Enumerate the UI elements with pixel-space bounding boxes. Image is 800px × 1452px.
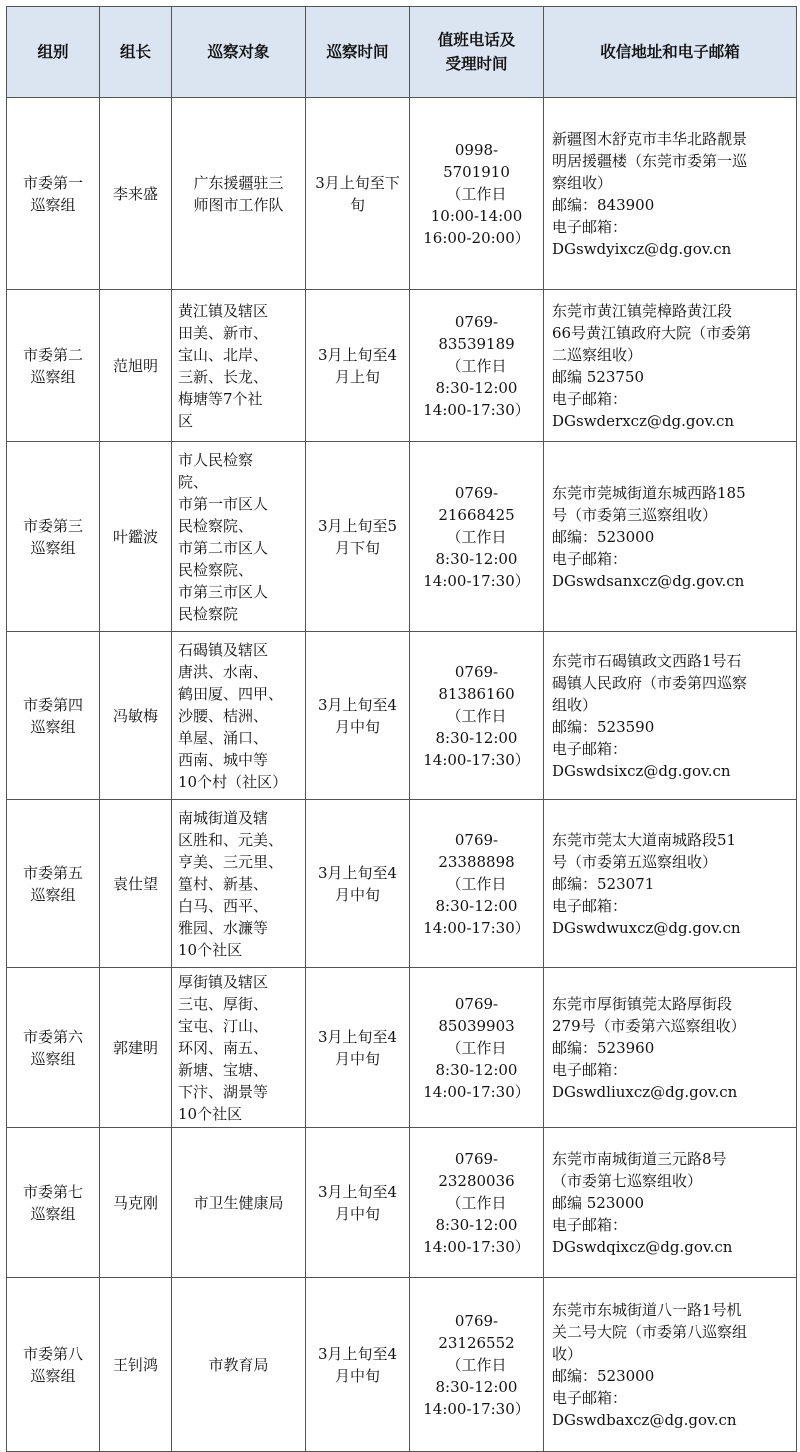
address-cell xyxy=(544,98,797,290)
target-line: 南城街道及辖 xyxy=(178,808,269,827)
table-row xyxy=(7,290,797,442)
hotline-line: 14:00-17:30） xyxy=(423,400,530,419)
address-cell xyxy=(544,442,797,632)
hotline-cell xyxy=(410,632,544,800)
target-line: 市人民检察 xyxy=(178,450,254,469)
address-cell xyxy=(544,1128,797,1278)
address-line: DGswdqixcz@dg.gov.cn xyxy=(552,1237,733,1256)
leader-cell xyxy=(100,442,172,632)
time-cell xyxy=(306,632,410,800)
group-cell xyxy=(7,632,100,800)
hotline-line: 14:00-17:30） xyxy=(423,1237,530,1256)
hotline-line: （工作日 xyxy=(446,356,507,375)
group-name-line: 市委第二 xyxy=(22,345,83,364)
leader-name: 郭建明 xyxy=(112,1038,158,1057)
target-line: 环冈、南五、 xyxy=(178,1038,269,1057)
address-line: 电子邮箱： xyxy=(552,217,628,236)
target-line: 民检察院、 xyxy=(178,560,254,579)
time-line: 5月下旬 xyxy=(334,516,398,557)
hotline-line: 8:30-12:00 xyxy=(435,728,518,747)
time-cell xyxy=(306,442,410,632)
hotline-line: 23388898 xyxy=(438,852,515,871)
group-name-line: 市委第三 xyxy=(22,516,83,535)
address-line: 号（市委第三巡察组收） xyxy=(552,505,718,524)
address-cell xyxy=(544,800,797,968)
hotline-line: （工作日 xyxy=(446,706,507,725)
address-line: 东莞市莞城街道东城西路185 xyxy=(552,483,746,502)
address-line: 邮编：523960 xyxy=(552,1038,655,1057)
address-line: 邮编：523000 xyxy=(552,527,655,546)
target-cell xyxy=(172,632,306,800)
hotline-line: 14:00-17:30） xyxy=(423,571,530,590)
hotline-line: 14:00-17:30） xyxy=(423,750,530,769)
address-cell xyxy=(544,968,797,1128)
hotline-cell xyxy=(410,1278,544,1452)
address-line: 东莞市黄江镇莞樟路黄江段 xyxy=(552,301,733,320)
time-line: 4月中旬 xyxy=(334,1344,398,1385)
address-line: 号（市委第五巡察组收） xyxy=(552,852,718,871)
target-line: 三屯、厚街、 xyxy=(178,994,269,1013)
address-line: DGswdliuxcz@dg.gov.cn xyxy=(552,1082,738,1101)
hotline-line: 8:30-12:00 xyxy=(435,1377,518,1396)
target-line: 亨美、三元里、 xyxy=(178,852,284,871)
leader-cell xyxy=(100,1128,172,1278)
time-line: 3月上旬至 xyxy=(317,1344,388,1363)
hotline-line: 0998- xyxy=(454,140,499,159)
address-line: 关二号大院（市委第八巡察组 xyxy=(552,1322,748,1341)
address-line: 邮编：523590 xyxy=(552,717,655,736)
group-cell xyxy=(7,290,100,442)
table-row xyxy=(7,1278,797,1452)
hotline-line: 0769- xyxy=(454,483,499,502)
group-cell xyxy=(7,442,100,632)
time-line: 3月上旬至 xyxy=(317,695,388,714)
group-name-line: 市委第五 xyxy=(22,863,83,882)
leader-name: 王钊鸿 xyxy=(112,1355,158,1374)
address-line: DGswdsixcz@dg.gov.cn xyxy=(552,761,731,780)
target-line: 白马、西平、 xyxy=(178,896,269,915)
hotline-line: （工作日 xyxy=(446,527,507,546)
hotline-line: 0769- xyxy=(454,830,499,849)
leader-name: 马克刚 xyxy=(112,1193,158,1212)
header-hotline xyxy=(410,7,544,98)
address-line: 电子邮箱： xyxy=(552,1060,628,1079)
group-cell xyxy=(7,98,100,290)
time-line: 4月中旬 xyxy=(334,1182,398,1223)
target-line: 单屋、涌口、 xyxy=(178,728,269,747)
group-name-line: 巡察组 xyxy=(30,195,76,214)
address-line: 东莞市东城街道八一路1号机 xyxy=(552,1300,742,1319)
address-line: DGswderxcz@dg.gov.cn xyxy=(552,411,735,430)
hotline-line: 8:30-12:00 xyxy=(435,1060,518,1079)
address-cell xyxy=(544,1278,797,1452)
group-cell xyxy=(7,1128,100,1278)
group-name-line: 市委第七 xyxy=(22,1182,83,1201)
group-name-line: 巡察组 xyxy=(30,1049,76,1068)
time-cell xyxy=(306,1278,410,1452)
address-line: DGswdyixcz@dg.gov.cn xyxy=(552,239,732,258)
group-name-line: 巡察组 xyxy=(30,538,76,557)
time-line: 3月上旬至 xyxy=(317,1182,388,1201)
table-row xyxy=(7,442,797,632)
hotline-line: 5701910 xyxy=(443,162,510,181)
table-row xyxy=(7,800,797,968)
hotline-line: 14:00-17:30） xyxy=(423,1399,530,1418)
hotline-line: 14:00-17:30） xyxy=(423,1082,530,1101)
target-cell xyxy=(172,442,306,632)
hotline-line: （工作日 xyxy=(446,874,507,893)
time-line: 4月中旬 xyxy=(334,863,398,904)
address-line: 邮编：843900 xyxy=(552,195,655,214)
hotline-line: 23126552 xyxy=(438,1333,515,1352)
target-line: 10个村（社区） xyxy=(178,772,288,791)
hotline-line: 8:30-12:00 xyxy=(435,896,518,915)
group-name-line: 市委第八 xyxy=(22,1344,83,1363)
hotline-cell xyxy=(410,1128,544,1278)
address-line: 邮编 523750 xyxy=(552,367,645,386)
target-line: 石碣镇及辖区 xyxy=(178,640,269,659)
inspection-schedule-table xyxy=(6,6,797,1452)
target-line: 师图市工作队 xyxy=(193,195,284,214)
hotline-line: 8:30-12:00 xyxy=(435,549,518,568)
group-name-line: 市委第四 xyxy=(22,695,83,714)
address-line: 东莞市石碣镇政文西路1号石 xyxy=(552,651,742,670)
header-time: 巡察时间 xyxy=(306,7,410,98)
time-line: 4月上旬 xyxy=(334,345,398,386)
address-line: 东莞市厚街镇莞太路厚街段 xyxy=(552,994,733,1013)
target-line: 民检察院、 xyxy=(178,516,254,535)
header-address: 收信地址和电子邮箱 xyxy=(544,7,797,98)
target-cell xyxy=(172,98,306,290)
target-line: 篁村、新基、 xyxy=(178,874,269,893)
header-group: 组别 xyxy=(7,7,100,98)
hotline-line: 0769- xyxy=(454,1149,499,1168)
address-line: 电子邮箱： xyxy=(552,1388,628,1407)
header-row xyxy=(7,7,797,98)
leader-name: 冯敏梅 xyxy=(112,706,158,725)
leader-name: 袁仕望 xyxy=(112,874,158,893)
table-row xyxy=(7,632,797,800)
hotline-cell xyxy=(410,800,544,968)
address-line: 邮编：523071 xyxy=(552,874,655,893)
group-name-line: 巡察组 xyxy=(30,717,76,736)
group-cell xyxy=(7,800,100,968)
table-row xyxy=(7,968,797,1128)
target-line: 宝屯、汀山、 xyxy=(178,1016,269,1035)
time-line: 3月上旬至 xyxy=(317,345,388,364)
time-cell xyxy=(306,800,410,968)
target-line: 鹤田厦、四甲、 xyxy=(178,684,284,703)
target-line: 10个社区 xyxy=(178,1104,243,1123)
hotline-line: 14:00-17:30） xyxy=(423,918,530,937)
leader-cell xyxy=(100,632,172,800)
group-cell xyxy=(7,968,100,1128)
hotline-line: 8:30-12:00 xyxy=(435,1215,518,1234)
leader-name: 李来盛 xyxy=(112,184,158,203)
target-line: 黄江镇及辖区 xyxy=(178,301,269,320)
time-line: 4月中旬 xyxy=(334,1027,398,1068)
time-line: 3月上旬至 xyxy=(315,173,385,192)
hotline-line: 21668425 xyxy=(438,505,515,524)
target-line: 田美、新市、 xyxy=(178,323,269,342)
target-line: 下汴、湖景等 xyxy=(178,1082,269,1101)
address-line: 邮编：523000 xyxy=(552,1366,655,1385)
address-line: 电子邮箱： xyxy=(552,549,628,568)
address-line: 电子邮箱： xyxy=(552,896,628,915)
hotline-line: 8:30-12:00 xyxy=(435,378,518,397)
hotline-line: 0769- xyxy=(454,994,499,1013)
target-line: 厚街镇及辖区 xyxy=(178,972,269,991)
header-target: 巡察对象 xyxy=(172,7,306,98)
target-line: 区胜和、元美、 xyxy=(178,830,284,849)
time-cell xyxy=(306,1128,410,1278)
hotline-cell xyxy=(410,98,544,290)
target-line: 三新、长龙、 xyxy=(178,367,269,386)
hotline-line: （工作日 xyxy=(446,1038,507,1057)
address-line: DGswdsanxcz@dg.gov.cn xyxy=(552,571,745,590)
address-line: 收） xyxy=(552,1344,583,1363)
group-name-line: 市委第六 xyxy=(22,1027,83,1046)
hotline-line: 0769- xyxy=(454,1311,499,1330)
group-name-line: 巡察组 xyxy=(30,367,76,386)
address-line: （市委第七巡察组收） xyxy=(552,1171,703,1190)
target-line: 市第三市区人 xyxy=(178,582,269,601)
leader-cell xyxy=(100,290,172,442)
hotline-line: 23280036 xyxy=(438,1171,515,1190)
target-cell xyxy=(172,1278,306,1452)
target-cell xyxy=(172,290,306,442)
hotline-cell xyxy=(410,968,544,1128)
hotline-line: 0769- xyxy=(454,312,499,331)
leader-cell xyxy=(100,1278,172,1452)
address-line: 66号黄江镇政府大院（市委第 xyxy=(552,323,752,342)
time-line: 3月上旬至 xyxy=(317,1027,388,1046)
hotline-line: 81386160 xyxy=(438,684,515,703)
address-line: 碣镇人民政府（市委第四巡察 xyxy=(552,673,748,692)
target-cell xyxy=(172,1128,306,1278)
time-cell xyxy=(306,968,410,1128)
table-row xyxy=(7,1128,797,1278)
target-line: 市教育局 xyxy=(208,1355,269,1374)
target-line: 市卫生健康局 xyxy=(193,1193,284,1212)
leader-cell xyxy=(100,800,172,968)
address-line: 二巡察组收） xyxy=(552,345,643,364)
address-line: 东莞市莞太大道南城路段51 xyxy=(552,830,737,849)
table-row xyxy=(7,98,797,290)
address-line: 察组收） xyxy=(552,173,613,192)
hotline-line: 10:00-14:00 xyxy=(430,206,523,225)
time-cell xyxy=(306,98,410,290)
group-name-line: 巡察组 xyxy=(30,885,76,904)
address-line: 电子邮箱： xyxy=(552,1215,628,1234)
address-line: DGswdbaxcz@dg.gov.cn xyxy=(552,1410,737,1429)
group-name-line: 市委第一 xyxy=(22,173,83,192)
group-name-line: 巡察组 xyxy=(30,1366,76,1385)
hotline-line: （工作日 xyxy=(446,1193,507,1212)
target-line: 广东援疆驻三 xyxy=(193,173,284,192)
address-cell xyxy=(544,290,797,442)
time-cell xyxy=(306,290,410,442)
hotline-line: 16:00-20:00） xyxy=(423,228,530,247)
hotline-cell xyxy=(410,442,544,632)
target-line: 唐洪、水南、 xyxy=(178,662,269,681)
target-cell xyxy=(172,800,306,968)
target-line: 院、 xyxy=(178,472,209,491)
header-hotline-line: 受理时间 xyxy=(445,55,508,73)
leader-cell xyxy=(100,98,172,290)
leader-name: 范旭明 xyxy=(112,356,158,375)
target-line: 区 xyxy=(178,411,194,430)
address-line: 邮编 523000 xyxy=(552,1193,645,1212)
address-line: 组收） xyxy=(552,695,598,714)
target-line: 宝山、北岸、 xyxy=(178,345,269,364)
time-line: 3月上旬至 xyxy=(317,516,388,535)
leader-cell xyxy=(100,968,172,1128)
address-line: 明居援疆楼（东莞市委第一巡 xyxy=(552,151,748,170)
hotline-cell xyxy=(410,290,544,442)
header-leader: 组长 xyxy=(100,7,172,98)
header-hotline-line: 值班电话及 xyxy=(437,31,516,49)
time-line: 下旬 xyxy=(349,173,400,214)
target-line: 沙腰、桔洲、 xyxy=(178,706,269,725)
target-line: 西南、城中等 xyxy=(178,750,269,769)
hotline-line: （工作日 xyxy=(446,184,507,203)
target-line: 新塘、宝塘、 xyxy=(178,1060,269,1079)
target-line: 市第一市区人 xyxy=(178,494,269,513)
address-line: 东莞市南城街道三元路8号 xyxy=(552,1149,727,1168)
address-line: 电子邮箱： xyxy=(552,389,628,408)
hotline-line: 85039903 xyxy=(438,1016,515,1035)
target-line: 民检察院 xyxy=(178,604,239,623)
address-line: 新疆图木舒克市丰华北路靓景 xyxy=(552,129,748,148)
hotline-line: 0769- xyxy=(454,662,499,681)
target-line: 市第二市区人 xyxy=(178,538,269,557)
time-line: 3月上旬至 xyxy=(317,863,388,882)
address-line: 电子邮箱： xyxy=(552,739,628,758)
group-name-line: 巡察组 xyxy=(30,1204,76,1223)
leader-name: 叶鑑波 xyxy=(112,527,158,546)
time-line: 4月中旬 xyxy=(334,695,398,736)
table-body xyxy=(7,98,797,1452)
hotline-line: （工作日 xyxy=(446,1355,507,1374)
target-line: 梅塘等7个社 xyxy=(178,389,263,408)
group-cell xyxy=(7,1278,100,1452)
address-line: 279号（市委第六巡察组收） xyxy=(552,1016,746,1035)
target-cell xyxy=(172,968,306,1128)
address-line: DGswdwuxcz@dg.gov.cn xyxy=(552,918,741,937)
hotline-line: 83539189 xyxy=(438,334,515,353)
target-line: 雅园、水濂等 xyxy=(178,918,269,937)
target-line: 10个社区 xyxy=(178,940,243,959)
address-cell xyxy=(544,632,797,800)
